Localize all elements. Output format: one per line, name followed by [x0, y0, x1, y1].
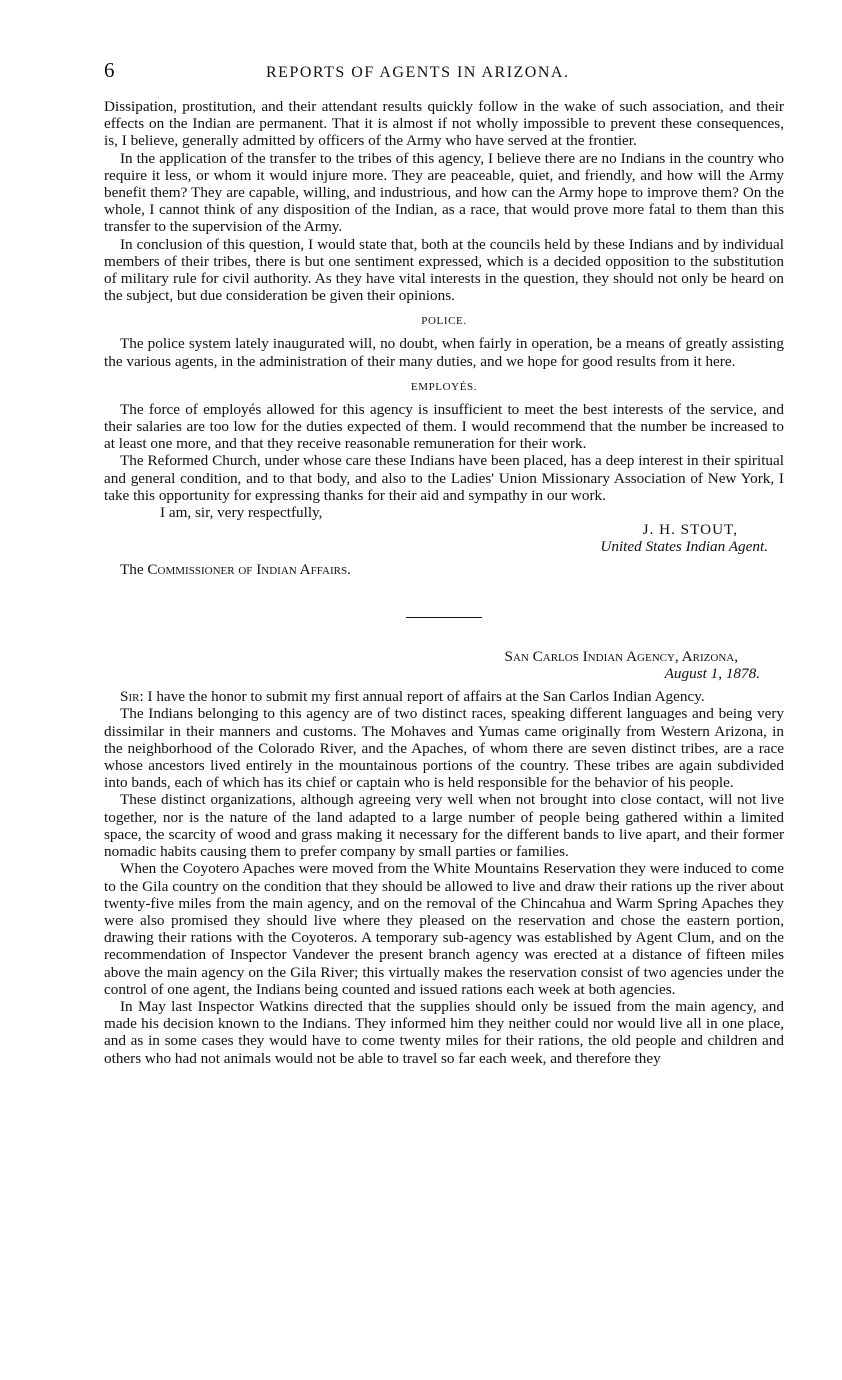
page-header [104, 58, 784, 98]
salutation: Sir: [120, 688, 144, 706]
paragraph: The police system lately inaugurated will, no doubt, when fairly in operation, be a means of greatly assisting the various agents, in the administration of their many duties, and we hope for good results from it here. [104, 335, 784, 370]
paragraph: Dissipation, prostitution, and their attendant results quickly follow in the wake of such association, and their effects on the Indian are permanent. That it is almost if not wholly impossible to prevent these consequences, is, I believe, generally admitted by officers of the Army who have served at the frontier. [104, 98, 784, 150]
paragraph: The force of employés allowed for this agency is insufficient to meet the best interests of the service, and their salaries are too low for the duties expected of them. I would recommend that the number be increased to at least one more, and that they receive reasonable remuneration for their work. [104, 400, 784, 453]
paragraph: The Reformed Church, under whose care these Indians have been placed, has a deep interest in their spiritual and general condition, and to that body, and also to the Ladies' Union Missionary Association of New York, I take this opportunity for expressing thanks for their aid and sympathy in our work. [104, 452, 784, 504]
dateline [104, 648, 784, 682]
section-divider [406, 617, 482, 618]
closing-line: I am, sir, very respectfully, [160, 504, 323, 522]
paragraph: The Indians belonging to this agency are of two distinct races, speaking different languages and being very dissimilar in their manners and customs. The Mohaves and Yumas came originally from Western Arizona, in the neighborhood of the Colorado River, and the Apaches, of whom there are seven distinct tribes, are a race whose ancestors lived entirely in the mountainous portions of the country. These tribes are again subdivided into bands, each of which has its chief or captain who is held responsible for the behavior of his people. [104, 705, 784, 792]
paragraph: In conclusion of this question, I would state that, both at the councils held by these Indians and by individual members of their tribes, there is but one sentiment expressed, which is a decided opposition to the substitution of military rule for civil authority. As they have vital interests in the question, they should not only be heard on the subject, but due consideration be given their opinions. [104, 235, 784, 305]
addressee-text: Commissioner of Indian Affairs. [147, 561, 351, 579]
signature-block [104, 521, 784, 555]
paragraph: In May last Inspector Watkins directed that the supplies should only be issued from the main agency, and made his decision known to the Indians. They informed him they neither could nor would live all in one place, and as in some cases they would have to come twenty miles for their rations, the old people and children and others who had not animals would not be able to travel so far each week, and therefore they [104, 997, 784, 1067]
dateline-place: San Carlos Indian Agency, Arizona, [504, 648, 738, 666]
paragraph: When the Coyotero Apaches were moved from the White Mountains Reservation they were induced to come to the Gila country on the condition that they should be allowed to live and draw their rations up the river about twenty-five miles from the main agency, and on the removal of the Chincahua and Warm Spring Apaches they were also promised they should live where they pleased on the reservation and chose the eastern portion, drawing their rations with the Coyoteros. A temporary sub-agency was established by Agent Clum, and on the recommendation of Inspector Vandever the present branch agency was erected at a distance of fifteen miles above the main agency on the Gila River; this virtually makes the reservation consist of two agencies under the control of one agent, the Indians being counted and issued rations each week at both agencies. [104, 860, 784, 998]
section-heading-police: POLICE. [421, 315, 467, 328]
paragraph-salutation [104, 688, 784, 705]
addressee-prefix: The [120, 561, 148, 579]
page-number: 6 [104, 58, 115, 82]
signatory-title: United States Indian Agent. [600, 538, 768, 556]
signatory-name: J. H. STOUT, [642, 521, 738, 539]
salutation-text: I have the honor to submit my first annual report of affairs at the San Carlos Indian Agency. [143, 688, 705, 706]
section-heading-employes: EMPLOYÉS. [410, 380, 478, 393]
dateline-date: August 1, 1878. [664, 665, 760, 683]
paragraph: In the application of the transfer to the tribes of this agency, I believe there are no Indians in the country who require it less, or whom it would injure more. They are peaceable, quiet, and friendly, and how will the Army benefit them? They are capable, willing, and industrious, and how can the Army hope to improve them? On the whole, I cannot think of any disposition of the Indian, as a race, that would prove more fatal to them than this transfer to the supervision of the Army. [104, 149, 784, 236]
addressee [120, 561, 784, 579]
document-page [104, 58, 784, 1067]
running-title: REPORTS OF AGENTS IN ARIZONA. [266, 64, 570, 81]
paragraph: These distinct organizations, although agreeing very well when not brought into close contact, will not live together, nor is the nature of the land adapted to a large number of people being gathered within a limited space, the scarcity of wood and grass making it necessary for the different bands to live apart, and their former nomadic habits causing them to prefer company by small parties or families. [104, 791, 784, 861]
